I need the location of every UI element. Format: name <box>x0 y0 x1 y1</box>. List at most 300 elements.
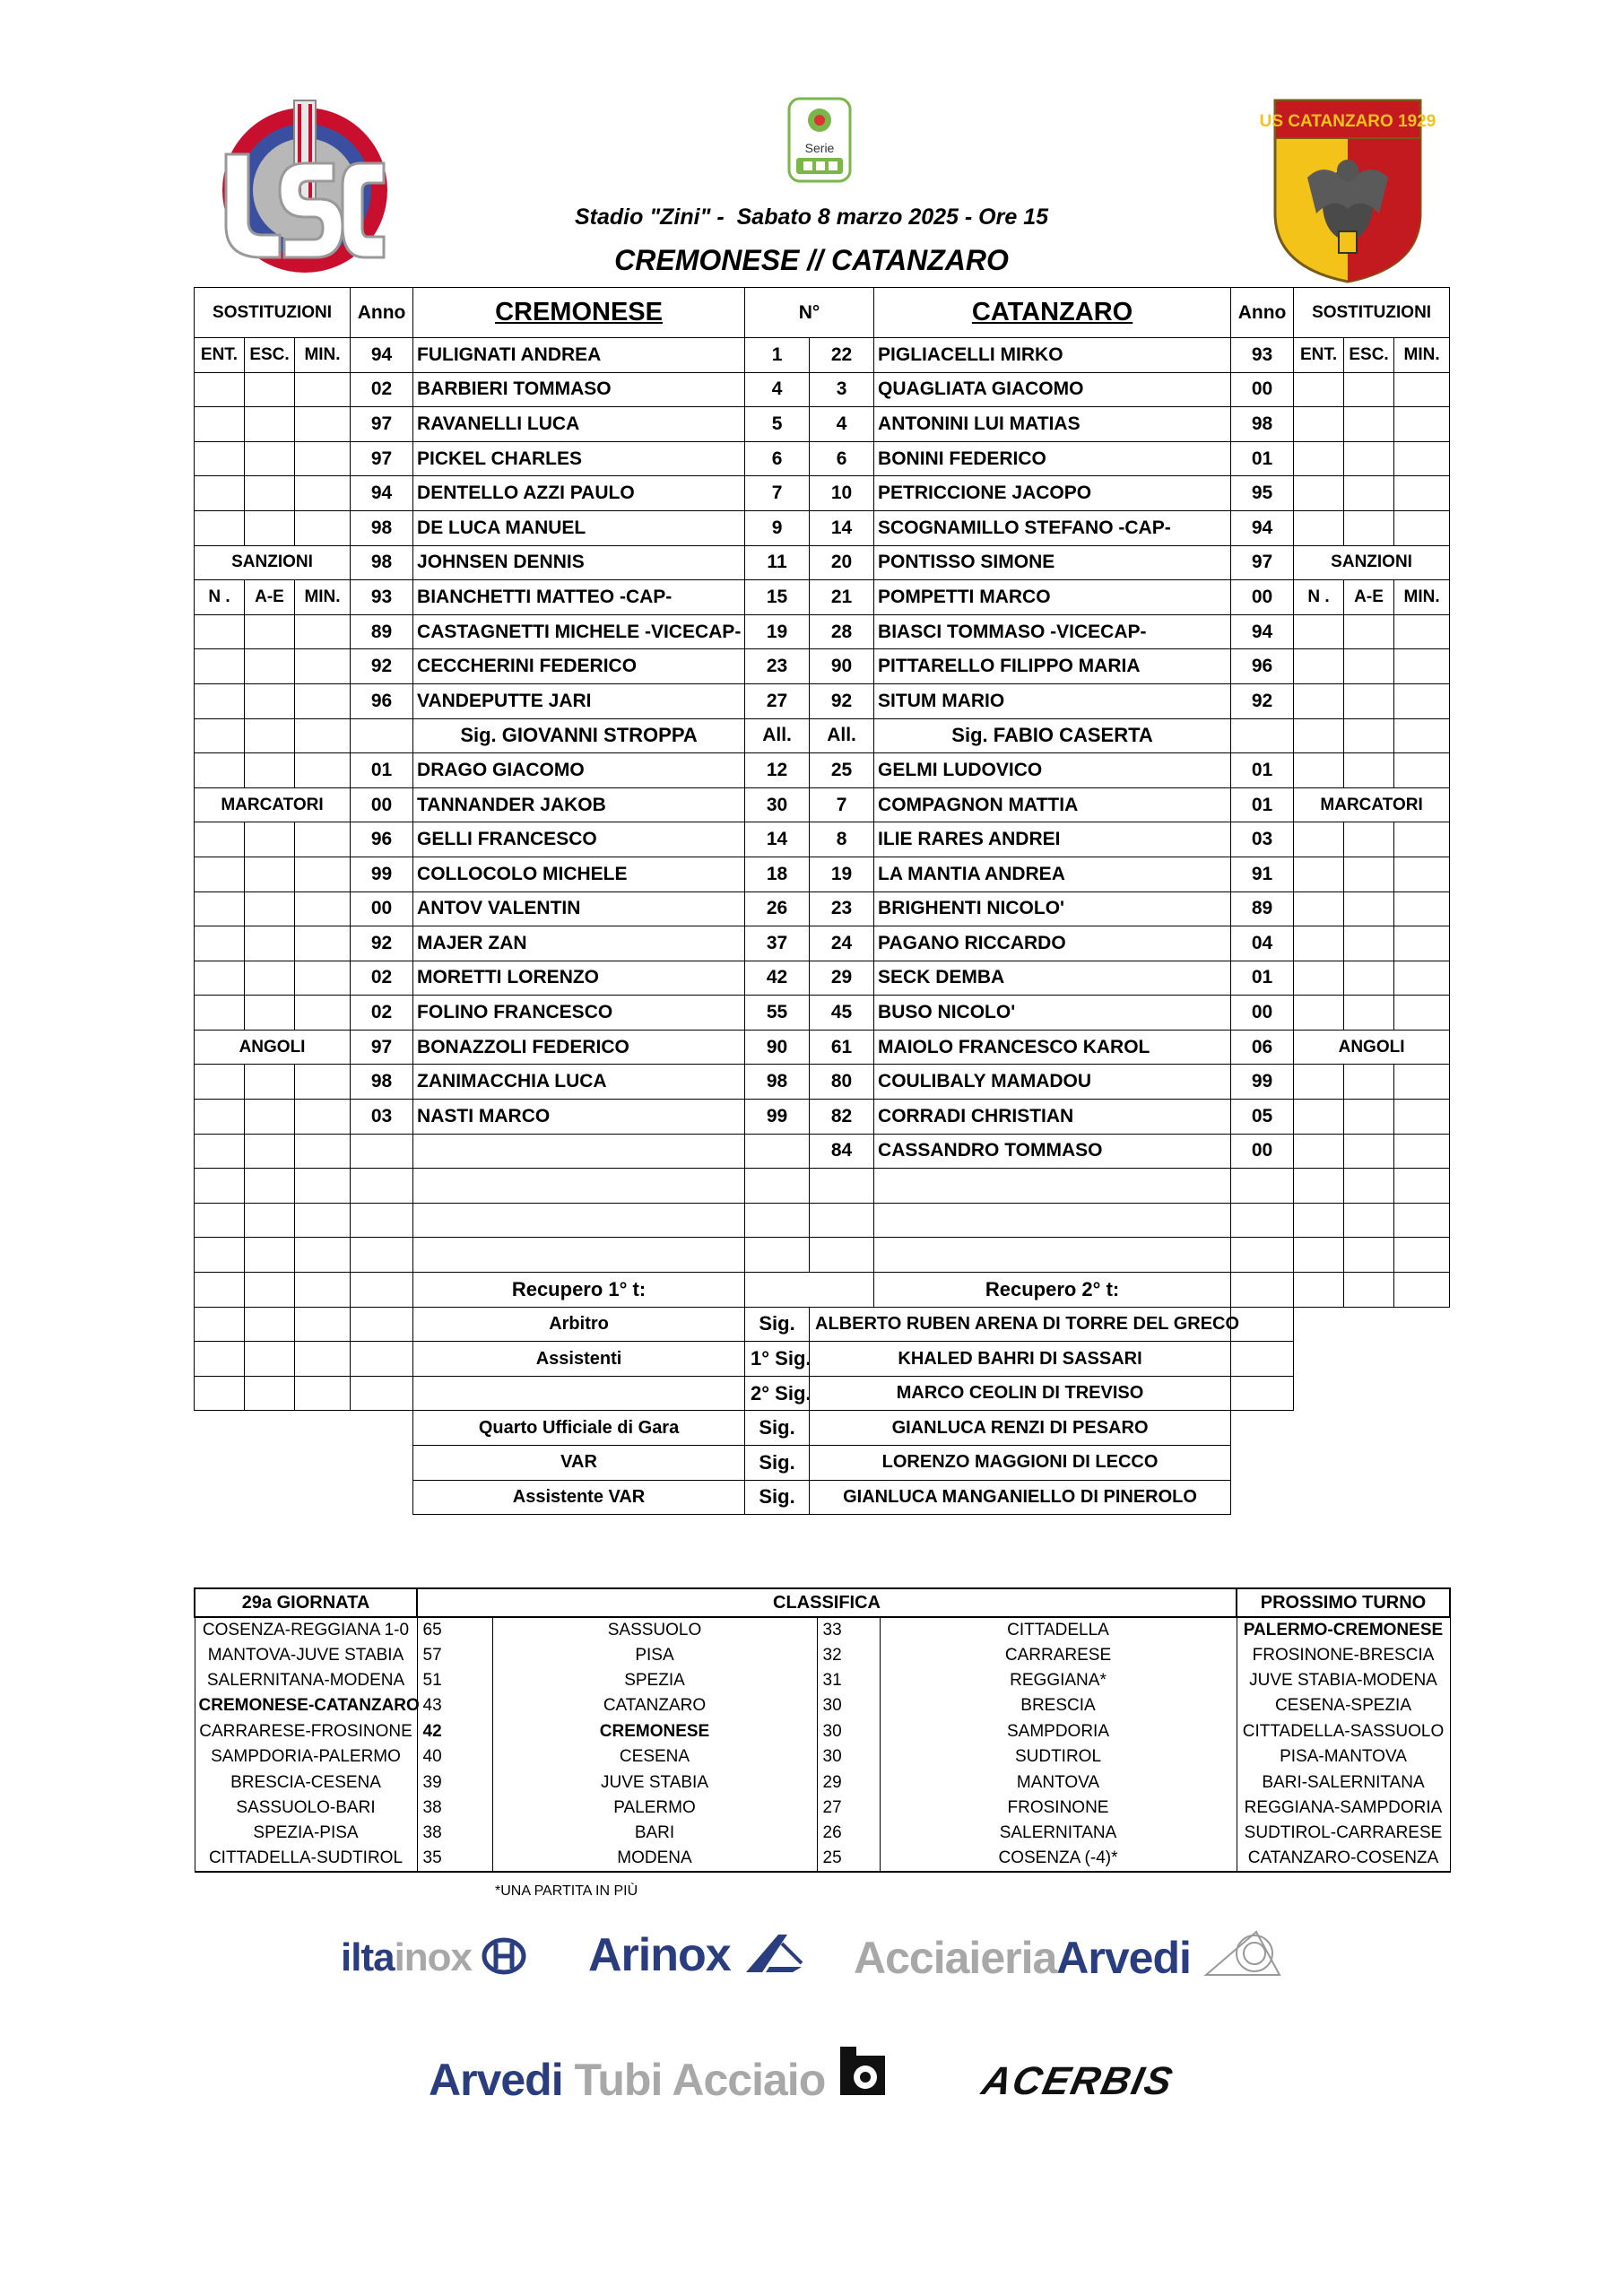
standing-points: 65 <box>417 1617 492 1642</box>
home-empty-cell <box>245 1203 295 1238</box>
away-empty-cell <box>1344 891 1394 926</box>
away-empty-cell <box>1344 1446 1394 1481</box>
standing-points: 38 <box>417 1796 492 1821</box>
home-player-name: DE LUCA MANUEL <box>413 510 745 545</box>
home-player-name: DENTELLO AZZI PAULO <box>413 476 745 511</box>
home-empty-cell <box>351 1273 413 1308</box>
standing-team: PISA <box>492 1642 817 1667</box>
home-empty-cell <box>351 1307 413 1342</box>
away-player-year: 00 <box>1231 372 1294 407</box>
away-empty-cell <box>1394 996 1450 1031</box>
home-player-number: 99 <box>745 1100 810 1135</box>
home-empty-cell <box>245 753 295 788</box>
home-player-number: 90 <box>745 1030 810 1065</box>
standings-row <box>195 1744 1450 1770</box>
standing-points: 38 <box>417 1821 492 1846</box>
home-empty-cell <box>295 614 351 649</box>
home-empty-cell <box>295 753 351 788</box>
home-marcatori-label: MARCATORI <box>195 787 351 822</box>
away-empty-cell <box>1294 1238 1344 1273</box>
away-player-year: 01 <box>1231 753 1294 788</box>
numero-header: N° <box>745 288 874 338</box>
away-player-number: 20 <box>810 545 874 580</box>
lineup-row <box>195 926 1450 961</box>
home-empty-cell <box>195 961 245 996</box>
home-empty-cell <box>295 857 351 891</box>
home-player-year: 96 <box>351 683 413 718</box>
standing-points: 42 <box>417 1719 492 1744</box>
home-empty-cell <box>195 1134 245 1169</box>
away-empty-cell <box>1231 1342 1294 1377</box>
home-empty-cell <box>295 996 351 1031</box>
standings-row <box>195 1821 1450 1846</box>
round-match: MANTOVA-JUVE STABIA <box>195 1642 417 1667</box>
home-empty-cell <box>245 1480 295 1515</box>
lineup-row <box>195 510 1450 545</box>
away-empty-cell <box>1294 649 1344 684</box>
standing-points: 30 <box>817 1744 880 1770</box>
next-round-match: CATANZARO-COSENZA <box>1237 1847 1450 1872</box>
standing-team: CARRARESE <box>880 1642 1237 1667</box>
standing-team: FROSINONE <box>880 1796 1237 1821</box>
away-player-name <box>874 1203 1231 1238</box>
lineup-row <box>195 787 1450 822</box>
home-empty-cell <box>245 372 295 407</box>
arinox-text: Arinox <box>588 1929 731 1981</box>
home-player-name: CASTAGNETTI MICHELE -VICECAP- <box>413 614 745 649</box>
home-empty-cell <box>351 1446 413 1481</box>
away-empty-cell <box>1344 996 1394 1031</box>
home-empty-cell <box>245 1411 295 1446</box>
away-player-year: 94 <box>1231 510 1294 545</box>
away-team-header: CATANZARO <box>874 288 1231 338</box>
away-player-name: SECK DEMBA <box>874 961 1231 996</box>
home-empty-cell <box>295 441 351 476</box>
arvedi-text-b: Arvedi <box>1056 1933 1191 1983</box>
away-angoli-label: ANGOLI <box>1294 1030 1450 1065</box>
away-player-name: SCOGNAMILLO STEFANO -CAP- <box>874 510 1231 545</box>
home-empty-cell <box>245 996 295 1031</box>
home-empty-cell <box>295 372 351 407</box>
next-round-match: SUDTIROL-CARRARESE <box>1237 1821 1450 1846</box>
away-player-number <box>810 1238 874 1273</box>
away-min-label: MIN. <box>1394 338 1450 373</box>
home-player-number: 27 <box>745 683 810 718</box>
away-player-number: 90 <box>810 649 874 684</box>
away-empty-cell <box>1394 1203 1450 1238</box>
home-empty-cell <box>245 857 295 891</box>
away-empty-cell <box>1394 1273 1450 1308</box>
away-empty-cell <box>1294 683 1344 718</box>
home-empty-cell <box>295 407 351 442</box>
away-empty-cell <box>1344 407 1394 442</box>
away-empty-cell <box>1344 441 1394 476</box>
home-empty-cell <box>245 476 295 511</box>
home-empty-cell <box>295 926 351 961</box>
standing-points: 51 <box>417 1668 492 1693</box>
away-empty-cell <box>1294 1203 1344 1238</box>
away-player-year: 00 <box>1231 580 1294 615</box>
official-name: GIANLUCA MANGANIELLO DI PINEROLO <box>810 1480 1231 1515</box>
round-match: COSENZA-REGGIANA 1-0 <box>195 1617 417 1642</box>
home-player-year <box>351 718 413 753</box>
away-empty-cell <box>1294 1100 1344 1135</box>
away-empty-cell <box>1294 1134 1344 1169</box>
home-player-name: NASTI MARCO <box>413 1100 745 1135</box>
home-angoli-label: ANGOLI <box>195 1030 351 1065</box>
home-empty-cell <box>195 996 245 1031</box>
away-n-label: N . <box>1294 580 1344 615</box>
away-empty-cell <box>1394 1238 1450 1273</box>
standings-table <box>194 1587 1451 1873</box>
home-empty-cell <box>245 1100 295 1135</box>
home-empty-cell <box>245 822 295 857</box>
standings-row <box>195 1770 1450 1795</box>
tubi-text-a: Arvedi <box>429 2055 563 2105</box>
lineup-row <box>195 1238 1450 1273</box>
away-player-year: 92 <box>1231 683 1294 718</box>
home-empty-cell <box>245 961 295 996</box>
home-empty-cell <box>245 1446 295 1481</box>
lineup-row <box>195 1134 1450 1169</box>
away-empty-cell <box>1294 1065 1344 1100</box>
home-player-name: ZANIMACCHIA LUCA <box>413 1065 745 1100</box>
home-empty-cell <box>295 1100 351 1135</box>
next-round-match: REGGIANA-SAMPDORIA <box>1237 1796 1450 1821</box>
official-title: 2° Sig. <box>745 1376 810 1411</box>
away-player-number: 6 <box>810 441 874 476</box>
home-player-year: 03 <box>351 1100 413 1135</box>
home-empty-cell <box>295 718 351 753</box>
away-player-year: 96 <box>1231 649 1294 684</box>
home-player-number: 11 <box>745 545 810 580</box>
home-player-name <box>413 1134 745 1169</box>
away-empty-cell <box>1344 649 1394 684</box>
away-empty-cell <box>1294 822 1344 857</box>
home-empty-cell <box>295 649 351 684</box>
standing-team: CATANZARO <box>492 1693 817 1718</box>
away-empty-cell <box>1344 1203 1394 1238</box>
away-empty-cell <box>1394 753 1450 788</box>
home-empty-cell <box>295 1169 351 1204</box>
away-empty-cell <box>1294 857 1344 891</box>
away-empty-cell <box>1294 1480 1344 1515</box>
away-empty-cell <box>1394 407 1450 442</box>
home-player-year: 01 <box>351 753 413 788</box>
round-match: SAMPDORIA-PALERMO <box>195 1744 417 1770</box>
away-player-name: PETRICCIONE JACOPO <box>874 476 1231 511</box>
home-empty-cell <box>245 649 295 684</box>
standing-team: SALERNITANA <box>880 1821 1237 1846</box>
away-ae-label: A-E <box>1344 580 1394 615</box>
standing-team: SUDTIROL <box>880 1744 1237 1770</box>
away-empty-cell <box>1344 753 1394 788</box>
standing-points: 40 <box>417 1744 492 1770</box>
iltainox-text-b: inox <box>394 1935 473 1979</box>
home-empty-cell <box>295 822 351 857</box>
standings-row <box>195 1642 1450 1667</box>
away-empty-cell <box>1394 614 1450 649</box>
away-player-name: PITTARELLO FILIPPO MARIA <box>874 649 1231 684</box>
home-empty-cell <box>295 891 351 926</box>
away-empty-cell <box>1394 649 1450 684</box>
official-row <box>195 1446 1450 1481</box>
away-player-year: 04 <box>1231 926 1294 961</box>
away-empty-cell <box>1344 822 1394 857</box>
home-player-name: MORETTI LORENZO <box>413 961 745 996</box>
away-coach: Sig. FABIO CASERTA <box>874 718 1231 753</box>
official-row <box>195 1376 1450 1411</box>
lineup-row <box>195 614 1450 649</box>
standings-row <box>195 1796 1450 1821</box>
away-empty-cell <box>1344 510 1394 545</box>
home-player-year: 02 <box>351 372 413 407</box>
round-header: 29a GIORNATA <box>195 1588 417 1617</box>
away-player-name: ILIE RARES ANDREI <box>874 822 1231 857</box>
lineup-header-row <box>195 288 1450 338</box>
home-player-year <box>351 1134 413 1169</box>
arinox-symbol-icon <box>742 1931 805 1976</box>
official-row <box>195 1480 1450 1515</box>
away-empty-cell <box>1294 961 1344 996</box>
official-row <box>195 1342 1450 1377</box>
home-player-year: 00 <box>351 787 413 822</box>
lineup-row <box>195 338 1450 373</box>
home-empty-cell <box>245 1376 295 1411</box>
official-role: Arbitro <box>413 1307 745 1342</box>
home-empty-cell <box>195 683 245 718</box>
home-player-number: 37 <box>745 926 810 961</box>
away-empty-cell <box>1294 476 1344 511</box>
away-player-year: 06 <box>1231 1030 1294 1065</box>
sponsor-arvedi-tubi-acciaio <box>429 2045 890 2106</box>
serie-label: Serie <box>804 141 835 155</box>
away-empty-cell <box>1294 441 1344 476</box>
home-empty-cell <box>245 718 295 753</box>
standings-row <box>195 1693 1450 1718</box>
away-player-number: 10 <box>810 476 874 511</box>
away-player-number <box>810 1169 874 1204</box>
home-empty-cell <box>245 510 295 545</box>
home-player-name: ANTOV VALENTIN <box>413 891 745 926</box>
home-empty-cell <box>245 1238 295 1273</box>
arvedi-text-a: Acciaieria <box>854 1933 1057 1983</box>
away-empty-cell <box>1394 961 1450 996</box>
home-player-name: VANDEPUTTE JARI <box>413 683 745 718</box>
home-player-number: 26 <box>745 891 810 926</box>
away-player-year: 00 <box>1231 996 1294 1031</box>
lineup-row <box>195 441 1450 476</box>
standing-points: 29 <box>817 1770 880 1795</box>
home-player-number: 7 <box>745 476 810 511</box>
home-player-number <box>745 1169 810 1204</box>
away-player-name: ANTONINI LUI MATIAS <box>874 407 1231 442</box>
away-player-name: MAIOLO FRANCESCO KAROL <box>874 1030 1231 1065</box>
home-empty-cell <box>195 926 245 961</box>
away-player-name <box>874 1238 1231 1273</box>
home-empty-cell <box>195 1342 245 1377</box>
away-empty-cell <box>1344 857 1394 891</box>
away-player-year: 89 <box>1231 891 1294 926</box>
lineup-row <box>195 1100 1450 1135</box>
official-name: LORENZO MAGGIONI DI LECCO <box>810 1446 1231 1481</box>
away-ent-label: ENT. <box>1294 338 1344 373</box>
away-empty-cell <box>1394 822 1450 857</box>
away-player-number: 21 <box>810 580 874 615</box>
home-empty-cell <box>245 407 295 442</box>
home-empty-cell <box>195 1480 245 1515</box>
away-sanzioni-label: SANZIONI <box>1294 545 1450 580</box>
round-match: SPEZIA-PISA <box>195 1821 417 1846</box>
official-name: GIANLUCA RENZI DI PESARO <box>810 1411 1231 1446</box>
away-empty-cell <box>1394 510 1450 545</box>
standings-footnote: *UNA PARTITA IN PIÙ <box>495 1883 638 1899</box>
away-empty-cell <box>1344 1480 1394 1515</box>
home-empty-cell <box>195 718 245 753</box>
standings-row <box>195 1847 1450 1872</box>
home-player-year: 98 <box>351 510 413 545</box>
home-player-year: 89 <box>351 614 413 649</box>
home-sostituzioni-header: SOSTITUZIONI <box>195 288 351 338</box>
next-round-match: CESENA-SPEZIA <box>1237 1693 1450 1718</box>
home-player-year: 97 <box>351 441 413 476</box>
next-round-match: FROSINONE-BRESCIA <box>1237 1642 1450 1667</box>
away-empty-cell <box>1394 926 1450 961</box>
home-empty-cell <box>295 1273 351 1308</box>
away-empty-cell <box>1394 1065 1450 1100</box>
home-empty-cell <box>195 1238 245 1273</box>
away-empty-cell <box>1294 1273 1344 1308</box>
home-empty-cell <box>195 476 245 511</box>
catanzaro-logo <box>1259 97 1436 285</box>
standing-team: CESENA <box>492 1744 817 1770</box>
lineup-row <box>195 683 1450 718</box>
away-empty-cell <box>1344 1100 1394 1135</box>
official-title: 1° Sig. <box>745 1342 810 1377</box>
sponsor-arinox <box>588 1928 805 1982</box>
away-player-number: 23 <box>810 891 874 926</box>
away-empty-cell <box>1394 683 1450 718</box>
away-empty-cell <box>1344 683 1394 718</box>
home-empty-cell <box>195 1376 245 1411</box>
away-player-name: COMPAGNON MATTIA <box>874 787 1231 822</box>
standing-points: 25 <box>817 1847 880 1872</box>
home-player-year: 93 <box>351 580 413 615</box>
away-player-number: 84 <box>810 1134 874 1169</box>
away-player-name: BONINI FEDERICO <box>874 441 1231 476</box>
home-player-year: 94 <box>351 338 413 373</box>
away-player-name: PAGANO RICCARDO <box>874 926 1231 961</box>
home-empty-cell <box>295 683 351 718</box>
away-player-name: COULIBALY MAMADOU <box>874 1065 1231 1100</box>
away-player-name: LA MANTIA ANDREA <box>874 857 1231 891</box>
official-row <box>195 1307 1450 1342</box>
away-player-year: 00 <box>1231 1134 1294 1169</box>
home-empty-cell <box>195 407 245 442</box>
home-player-year <box>351 1238 413 1273</box>
away-empty-cell <box>1294 718 1344 753</box>
home-player-name: BARBIERI TOMMASO <box>413 372 745 407</box>
home-empty-cell <box>195 510 245 545</box>
home-player-number: 55 <box>745 996 810 1031</box>
home-player-year: 02 <box>351 996 413 1031</box>
home-anno-header: Anno <box>351 288 413 338</box>
lineup-row <box>195 580 1450 615</box>
away-empty-cell <box>1294 753 1344 788</box>
serie-b-logo <box>787 97 852 183</box>
standing-points: 43 <box>417 1693 492 1718</box>
standing-team: REGGIANA* <box>880 1668 1237 1693</box>
home-empty-cell <box>245 1065 295 1100</box>
away-empty-cell <box>1294 510 1344 545</box>
home-empty-cell <box>295 1376 351 1411</box>
official-title: Sig. <box>745 1480 810 1515</box>
home-player-year <box>351 1169 413 1204</box>
away-empty-cell <box>1231 1273 1294 1308</box>
home-empty-cell <box>295 1065 351 1100</box>
away-player-year: 97 <box>1231 545 1294 580</box>
home-empty-cell <box>295 1307 351 1342</box>
home-player-number: 5 <box>745 407 810 442</box>
home-empty-cell <box>351 1342 413 1377</box>
lineup-row <box>195 996 1450 1031</box>
official-role: Assistenti <box>413 1342 745 1377</box>
home-player-number: 6 <box>745 441 810 476</box>
away-empty-cell <box>1344 1376 1394 1411</box>
away-empty-cell <box>1294 1169 1344 1204</box>
standing-team: PALERMO <box>492 1796 817 1821</box>
home-player-number: 4 <box>745 372 810 407</box>
away-empty-cell <box>1394 1480 1450 1515</box>
official-title: Sig. <box>745 1307 810 1342</box>
home-player-year: 97 <box>351 1030 413 1065</box>
lineup-row <box>195 718 1450 753</box>
standings-header-row <box>195 1588 1450 1617</box>
official-name: ALBERTO RUBEN ARENA DI TORRE DEL GRECO <box>810 1307 1231 1342</box>
home-player-year: 92 <box>351 926 413 961</box>
home-empty-cell <box>295 1480 351 1515</box>
away-player-number: 19 <box>810 857 874 891</box>
standing-team: COSENZA (-4)* <box>880 1847 1237 1872</box>
home-empty-cell <box>295 510 351 545</box>
away-player-number: 4 <box>810 407 874 442</box>
away-player-name: BRIGHENTI NICOLO' <box>874 891 1231 926</box>
home-player-year: 94 <box>351 476 413 511</box>
home-empty-cell <box>351 1411 413 1446</box>
home-player-number: 12 <box>745 753 810 788</box>
away-player-number: 61 <box>810 1030 874 1065</box>
away-empty-cell <box>1344 718 1394 753</box>
away-player-year: 94 <box>1231 614 1294 649</box>
lineup-row <box>195 372 1450 407</box>
home-sanzioni-label: SANZIONI <box>195 545 351 580</box>
away-empty-cell <box>1394 1342 1450 1377</box>
home-player-name: JOHNSEN DENNIS <box>413 545 745 580</box>
round-match: BRESCIA-CESENA <box>195 1770 417 1795</box>
away-empty-cell <box>1394 1169 1450 1204</box>
official-role: Assistente VAR <box>413 1480 745 1515</box>
away-player-name: CORRADI CHRISTIAN <box>874 1100 1231 1135</box>
away-empty-cell <box>1294 614 1344 649</box>
away-empty-cell <box>1294 1307 1344 1342</box>
away-esc-label: ESC. <box>1344 338 1394 373</box>
arvedi-symbol-icon <box>1202 1928 1283 1979</box>
home-player-number: 19 <box>745 614 810 649</box>
lineup-row <box>195 476 1450 511</box>
home-empty-cell <box>295 1134 351 1169</box>
standing-points: 30 <box>817 1693 880 1718</box>
home-empty-cell <box>351 1480 413 1515</box>
